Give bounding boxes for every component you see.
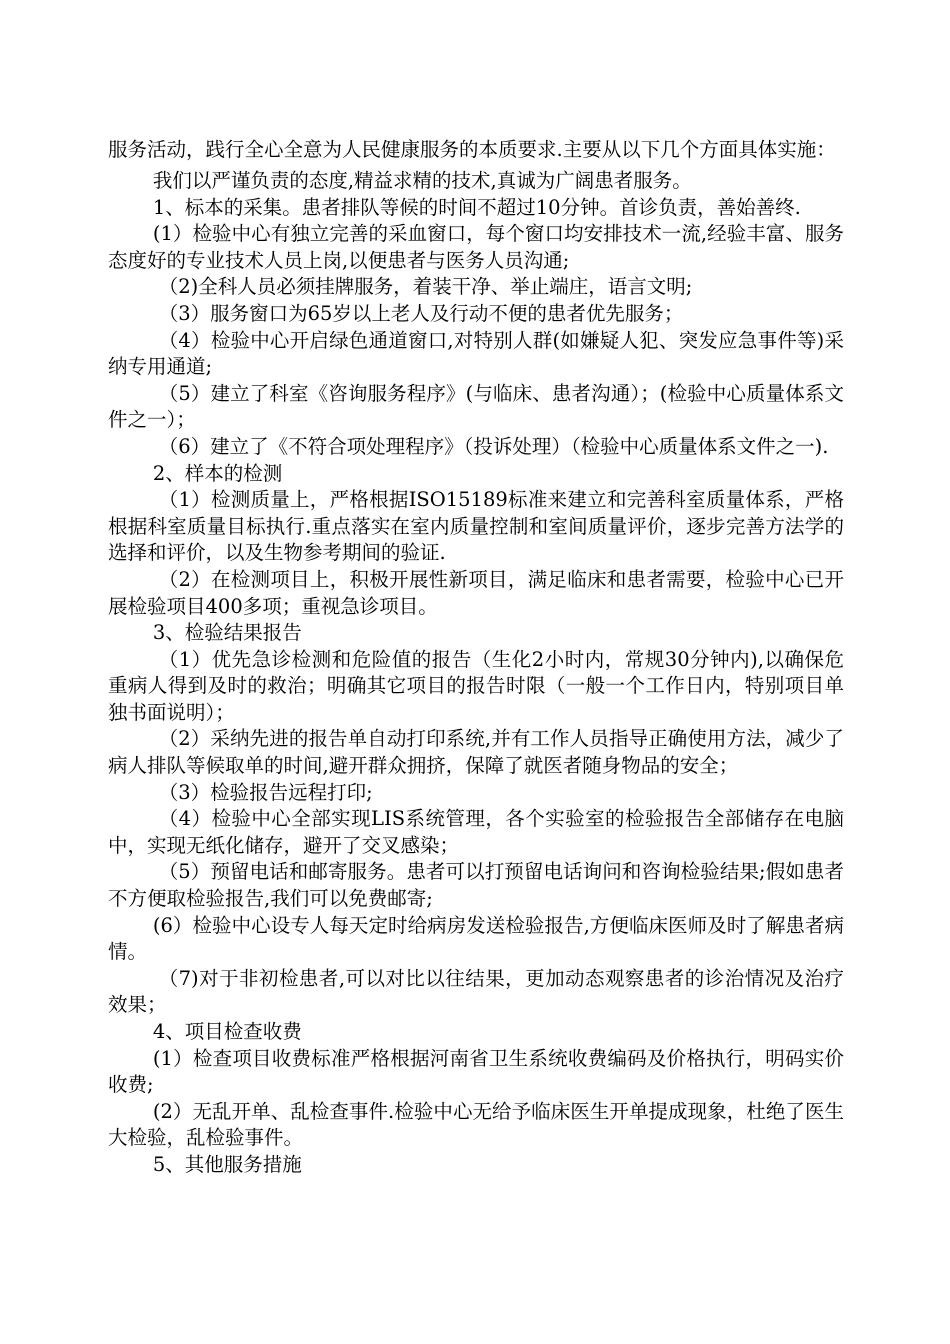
paragraph-item: （4）检验中心开启绿色通道窗口,对特别人群(如嫌疑人犯、突发应急事件等)采纳专用通道; xyxy=(108,328,844,379)
paragraph-item: (1）检查项目收费标准严格根据河南省卫生系统收费编码及价格执行，明码实价收费; xyxy=(108,1046,844,1097)
section-heading-billing: 4、项目检查收费 xyxy=(152,1020,302,1043)
section-heading-sample-collection: 1、标本的采集。患者排队等候的时间不超过10分钟。首诊负责，善始善终. xyxy=(152,195,801,219)
paragraph-intro: 服务活动，践行全心全意为人民健康服务的本质要求.主要从以下几个方面具体实施： xyxy=(108,138,836,161)
paragraph-item: （5）建立了科室《咨询服务程序》(与临床、患者沟通）；(检验中心质量体系文件之一）； xyxy=(108,381,844,432)
document-page xyxy=(108,131,844,1179)
paragraph-item: （4）检验中心全部实现LIS系统管理，各个实验室的检验报告全部储存在电脑中，实现无纸化储存，避开了交叉感染； xyxy=(108,807,844,857)
paragraph-item: (1）检验中心有独立完善的采血窗口，每个窗口均安排技术一流,经验丰富、服务态度好的专业技术人员上岗,以便患者与医务人员沟通; xyxy=(108,222,844,272)
section-heading-result-report: 3、检验结果报告 xyxy=(152,621,302,645)
paragraph-item: （6）建立了《不符合项处理程序》（投诉处理）（检验中心质量体系文件之一). xyxy=(158,434,829,458)
paragraph-item: (6）检验中心设专人每天定时给病房发送检验报告,方便临床医师及时了解患者病情。 xyxy=(108,913,844,964)
paragraph-item: （5）预留电话和邮寄服务。患者可以打预留电话询问和咨询检验结果;假如患者不方便取检验报告,我们可以免费邮寄; xyxy=(108,860,844,911)
section-heading-sample-testing: 2、样本的检测 xyxy=(152,461,283,485)
paragraph-commitment: 我们以严谨负责的态度,精益求精的技术,真诚为广阔患者服务。 xyxy=(152,169,692,192)
paragraph-item: (2）无乱开单、乱检查事件.检验中心无给予临床医生开单提成现象，杜绝了医生大检验，乱检验事件。 xyxy=(108,1099,844,1150)
paragraph-item: （3）检验报告远程打印; xyxy=(158,780,373,804)
paragraph-item: （2）采纳先进的报告单自动打印系统,并有工作人员指导正确使用方法，减少了病人排队等候取单的时间,避开群众拥挤，保障了就医者随身物品的安全； xyxy=(108,727,844,778)
paragraph-item: （2）在检测项目上，积极开展性新项目，满足临床和患者需要，检验中心已开展检验项目400多项；重视急诊项目。 xyxy=(108,567,844,618)
paragraph-item: （3）服务窗口为65岁以上老人及行动不便的患者优先服务； xyxy=(158,301,684,325)
section-heading-other-measures: 5、其他服务措施 xyxy=(152,1152,302,1176)
paragraph-item: （2)全科人员必须挂牌服务，着装干净、举止端庄，语言文明; xyxy=(158,275,693,299)
paragraph-item: （1）优先急诊检测和危险值的报告（生化2小时内，常规30分钟内),以确保危重病人得到及时的救治；明确其它项目的报告时限（一般一个工作日内，特别项目单独书面说明）； xyxy=(108,647,844,724)
paragraph-item: （7)对于非初检患者,可以对比以往结果，更加动态观察患者的诊治情况及治疗效果； xyxy=(108,966,844,1017)
paragraph-item: （1）检测质量上，严格根据ISO15189标准来建立和完善科室质量体系，严格根据科室质量目标执行.重点落实在室内质量控制和室间质量评价，逐步完善方法学的选择和评价，以及生物参考期间的验证. xyxy=(108,488,844,565)
